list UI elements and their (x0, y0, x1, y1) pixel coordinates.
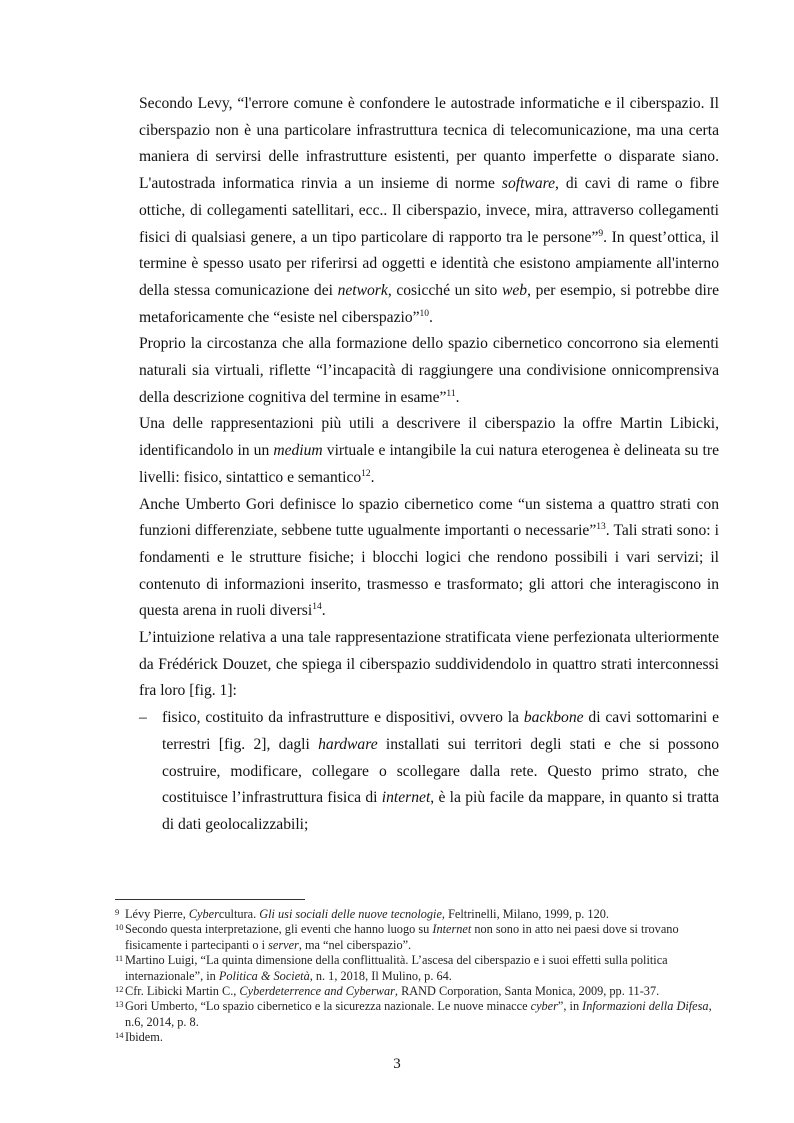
footnote-number: 14 (115, 1030, 124, 1041)
footnote-text: Cfr. Libicki Martin C., Cyberdeterrence and Cyberwar, RAND Corporation, Santa Monica, 2009, pp. 11-37. (125, 984, 660, 999)
footnote-ref[interactable]: 13 (596, 522, 606, 533)
footnote-number: 10 (115, 922, 124, 933)
paragraph-libicki (139, 411, 719, 491)
footnote-text: Gori Umberto, “Lo spazio cibernetico e la sicurezza nazionale. Le nuove minacce cyber”, in Informazioni della Difesa, n.6, 2014, p. 8. (125, 999, 712, 1029)
text-run: . (370, 468, 375, 486)
text-run: . Tali strati sono: i fondamenti e le strutture fisiche; i blocchi logici che rendono possibili i vari servizi; il contenuto di informazioni inserito, trasmesso e trasformato; gli attori che interagiscono in questa arena in ruoli diversi (139, 522, 719, 620)
text-run: . (321, 602, 326, 620)
text-run: Secondo Levy, “l'errore comune è confondere le autostrade informatiche e il ciberspazio. Il ciberspazio non è una particolare infrastruttura tecnica di telecomunicazione, ma una certa maniera di servirsi delle infrastrutture esistenti, per quanto imperfette o disparate siano. L'autostrada informatica rinvia a un insieme di norme (139, 95, 719, 193)
footnote-number: 11 (115, 953, 124, 964)
text-run: L’intuizione relativa a una tale rappresentazione stratificata viene perfezionata ulteriormente da Frédérick Douzet, che spiega il ciberspazio suddividendolo in quattro strati interconnessi fra loro [fig. 1]: (139, 629, 719, 700)
italic-term: backbone (523, 709, 584, 727)
footnote-text: Lévy Pierre, Cybercultura. Gli usi sociali delle nuove tecnologie, Feltrinelli, Milano, 1999, p. 120. (125, 907, 609, 921)
italic-term: medium (273, 442, 323, 460)
italic-term: internet (381, 789, 431, 807)
footnote-ref[interactable]: 14 (312, 602, 322, 613)
footnote (115, 907, 719, 922)
footnote-number: 12 (115, 984, 124, 995)
text-run: Proprio la circostanza che alla formazione dello spazio cibernetico concorrono sia elementi naturali sia virtuali, riflette “l’incapacità di raggiungere una condivisione onnicomprensiva della descrizione cognitiva del termine in esame” (139, 335, 719, 406)
footnote (115, 984, 719, 999)
text-run: Una delle rappresentazioni più utili a descrivere il ciberspazio la offre Martin Libicki, identificandolo in un (139, 415, 719, 460)
footnote-separator (115, 899, 305, 900)
italic-term: software (501, 175, 556, 193)
paragraph-levy (139, 91, 719, 331)
footnote-ref[interactable]: 12 (361, 468, 371, 479)
text-run: virtuale e intangibile la cui natura eterogenea è delineata su tre livelli: fisico, sintattico e semantico (139, 442, 719, 486)
text-run: , di cavi di rame o fibre ottiche, di collegamenti satellitari, ecc.. Il ciberspazio, invece, mira, attraverso collegamenti fisici di qualsiasi genere, a un tipo particolare di rapporto tra le persone” (139, 175, 719, 246)
text-run: , è la più facile da mappare, in quanto si tratta di dati geolocalizzabili; (162, 789, 720, 833)
footnote-text: Secondo questa interpretazione, gli eventi che hanno luogo su Internet non sono in atto nei paesi dove si trovano fisicamente i partecipanti o i server, ma “nel ciberspazio”. (125, 922, 679, 952)
text-run: , per esempio, si potrebbe dire metaforicamente che “esiste nel ciberspazio” (139, 281, 719, 326)
text-run: installati sui territori degli stati e che si possono costruire, modificare, collegare o scollegare dalla rete. Questo primo strato, che costituisce l’infrastruttura fisica di (162, 735, 719, 807)
footnote-ref[interactable]: 9 (598, 228, 604, 239)
text-run: di cavi sottomarini e terrestri [fig. 2], dagli (162, 709, 719, 753)
footnote-text: Ibidem. (125, 1030, 163, 1045)
footnote-number: 9 (115, 907, 120, 917)
paragraph-gori (139, 492, 719, 626)
text-run: , cosicché un sito (387, 281, 502, 299)
footnote-number: 13 (115, 999, 124, 1010)
text-run: Anche Umberto Gori definisce lo spazio cibernetico come “un sistema a quattro strati con funzioni differenziate, sebbene tutte ugualmente importanti o necessarie” (139, 495, 719, 540)
footnote-ref[interactable]: 10 (419, 308, 430, 319)
footnote-ref[interactable]: 11 (446, 388, 456, 399)
list-dash: – (139, 709, 147, 727)
list-item (139, 705, 719, 839)
list-item-text (162, 705, 719, 839)
italic-term: web (501, 281, 528, 299)
paragraph-douzet (139, 625, 719, 705)
layer-list (139, 705, 719, 839)
paragraph-circostanza (139, 331, 719, 411)
text-run: . (455, 388, 460, 406)
text-run: . (429, 308, 433, 326)
footnote (115, 922, 719, 953)
footnote (115, 999, 719, 1030)
footnote (115, 953, 719, 984)
page-number: 3 (393, 1056, 401, 1072)
text-run: fisico, costituito da infrastrutture e dispositivi, ovvero la (162, 709, 524, 727)
footnotes (115, 907, 719, 1046)
italic-term: network (337, 281, 388, 299)
footnote (115, 1030, 719, 1045)
body-text (139, 91, 719, 839)
text-run: . In quest’ottica, il termine è spesso usato per riferirsi ad oggetti e identità che esistono ampiamente all'interno della stessa comunicazione dei (139, 228, 719, 299)
italic-term: hardware (318, 735, 378, 753)
footnote-text: Martino Luigi, “La quinta dimensione della conflittualità. L’ascesa del ciberspazio e i suoi effetti sulla politica internazionale”, in Politica & Società, n. 1, 2018, Il Mulino, p. 64. (125, 953, 668, 983)
